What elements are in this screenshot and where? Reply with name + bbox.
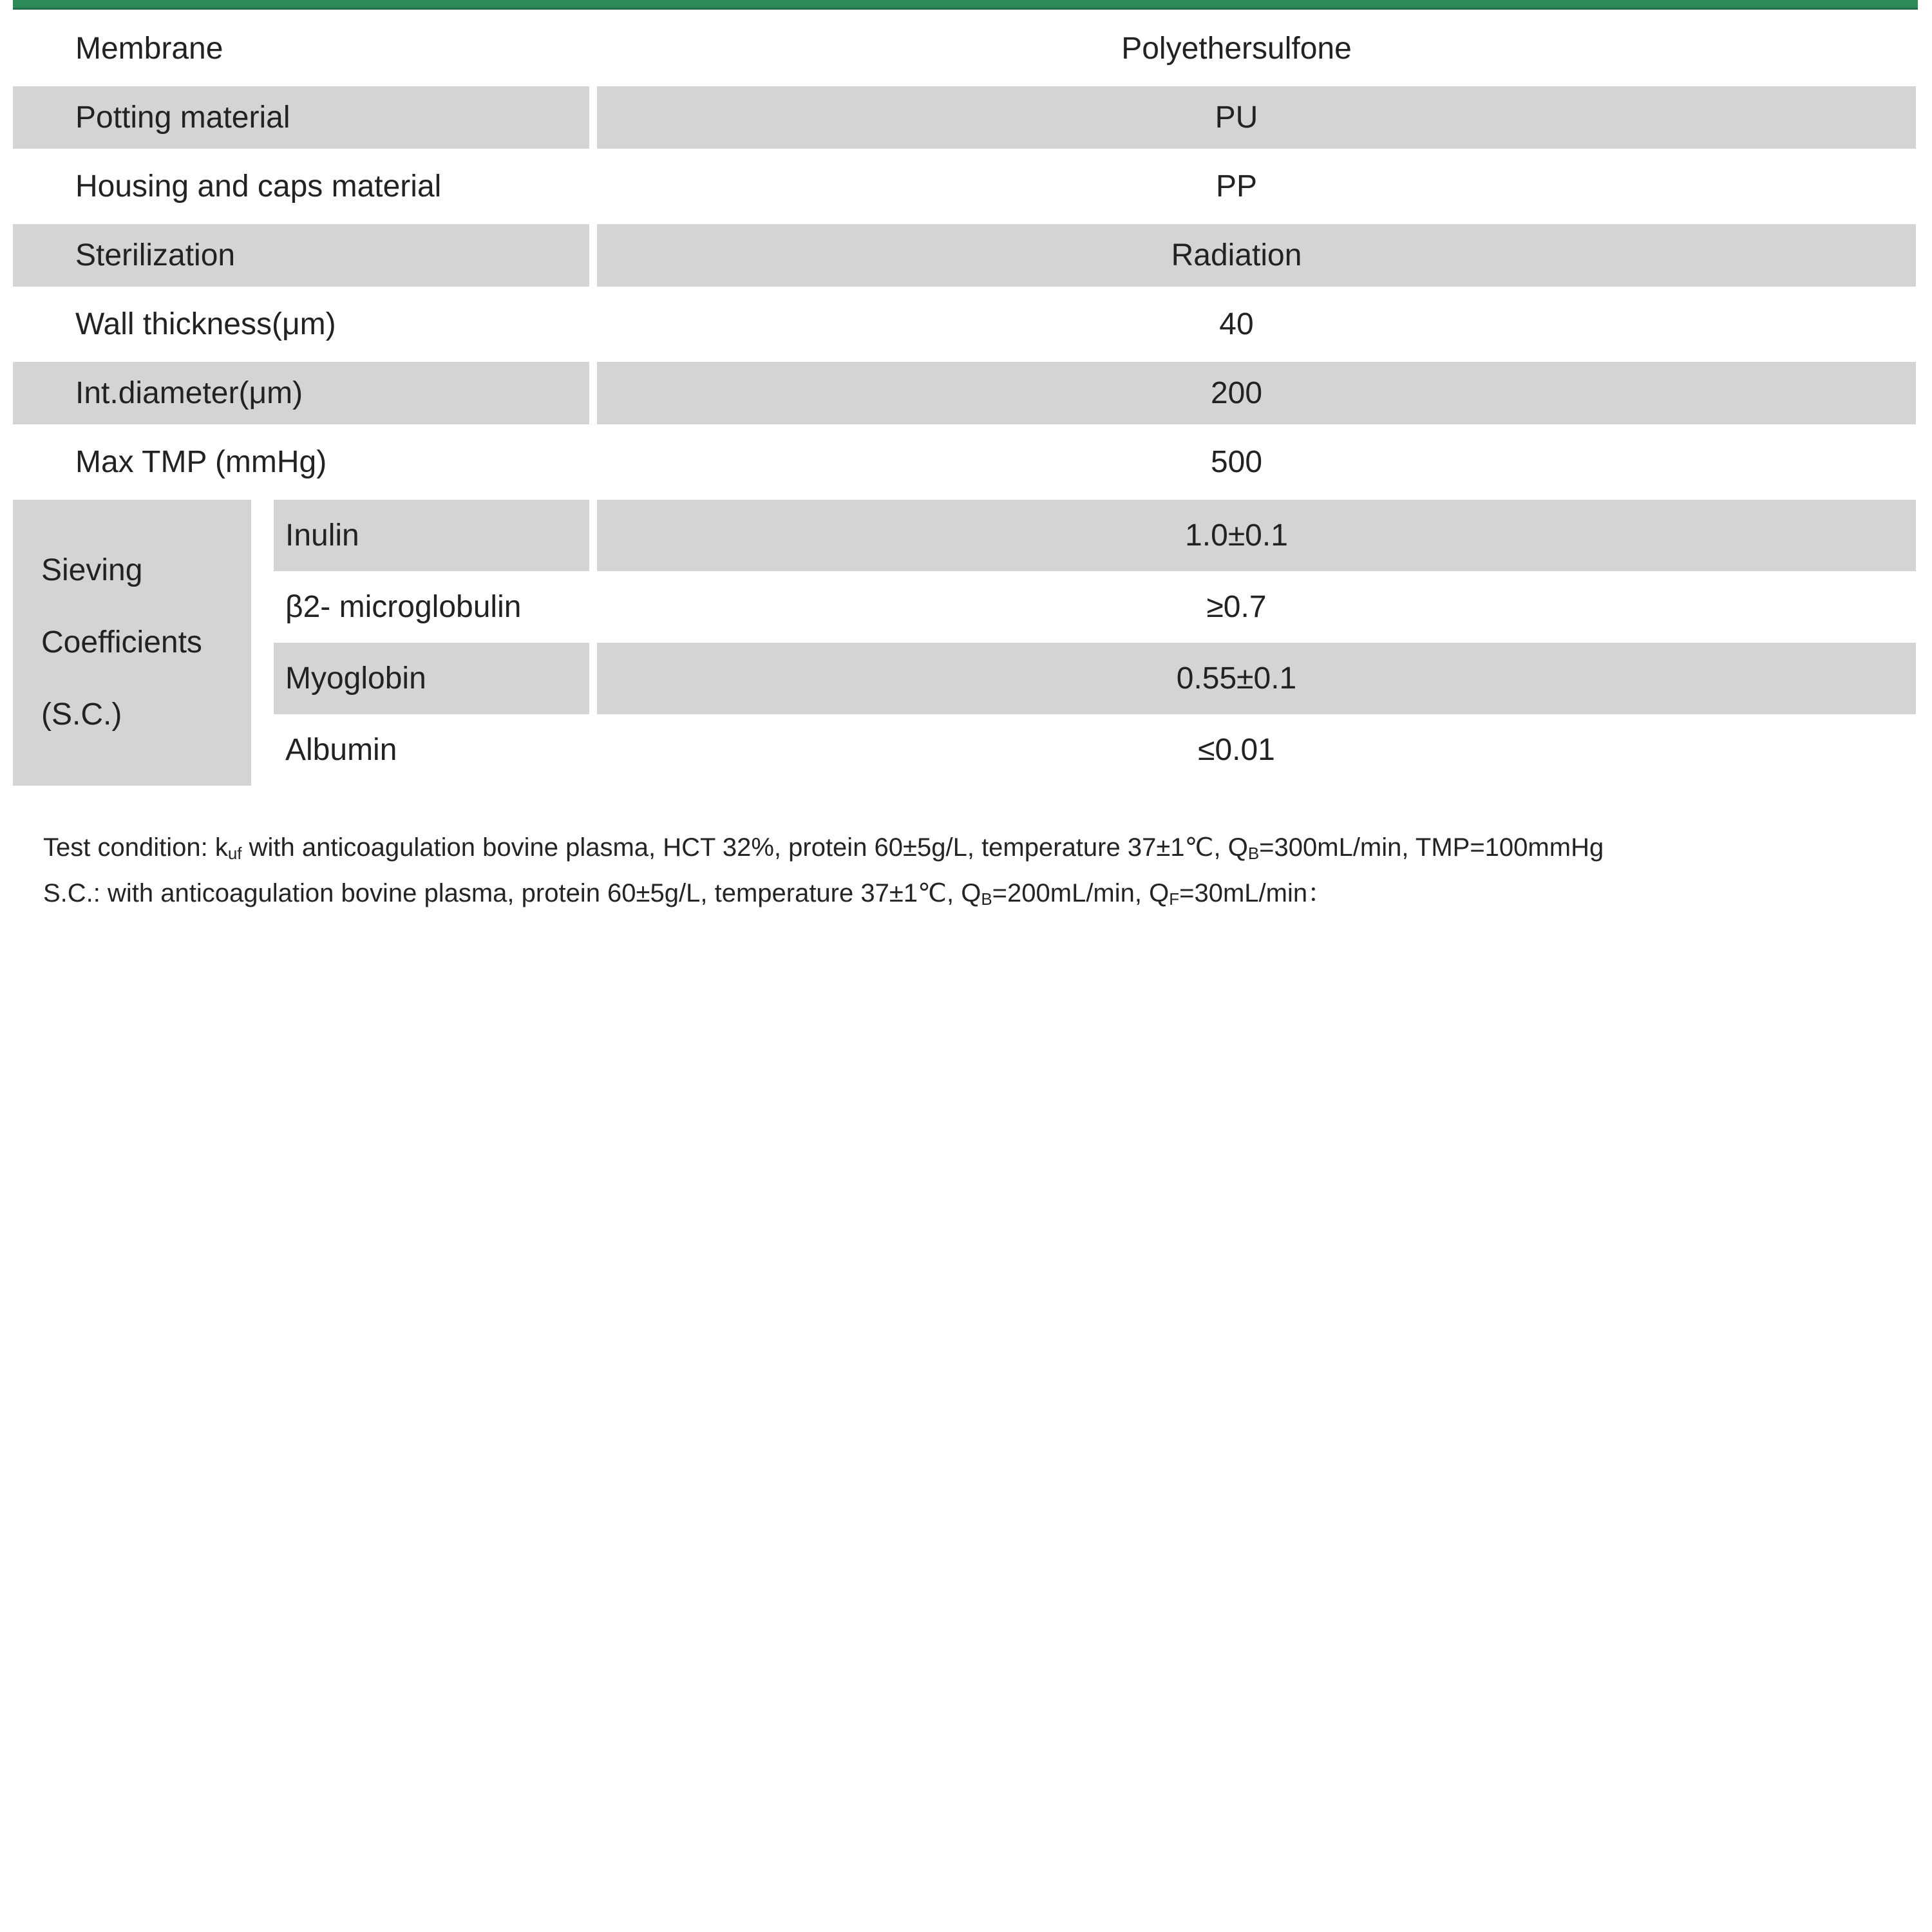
- subscript: B: [981, 889, 992, 909]
- spec-table: [13, 17, 1916, 786]
- sieving-label: Myoglobin: [274, 643, 589, 714]
- spec-value: PU: [597, 86, 1916, 149]
- spec-row-wall-thickness: [13, 293, 1916, 355]
- sieving-value: 0.55±0.1: [597, 643, 1916, 714]
- spec-value: Radiation: [597, 224, 1916, 287]
- spec-label: Sterilization: [13, 224, 589, 287]
- sieving-group-label-line: (S.C.): [41, 697, 122, 732]
- subscript: uf: [227, 843, 242, 863]
- header-accent-bar: [13, 0, 1918, 10]
- sieving-row-albumin: [274, 714, 1916, 786]
- sieving-value: ≥0.7: [597, 571, 1916, 643]
- sieving-value: ≤0.01: [597, 714, 1916, 786]
- test-conditions-note: [43, 826, 1911, 918]
- spec-label: Max TMP (mmHg): [13, 431, 589, 493]
- sieving-label: Albumin: [274, 714, 589, 786]
- spec-label: Wall thickness(μm): [13, 293, 589, 355]
- spec-value: PP: [597, 155, 1916, 218]
- sieving-row-b2-microglobulin: [274, 571, 1916, 643]
- sieving-group-label-line: Sieving: [41, 553, 143, 587]
- sieving-label: β2- microglobulin: [274, 571, 589, 643]
- test-condition-line-1: Test condition: kuf with anticoagulation bovine plasma, HCT 32%, protein 60±5g/L, temperature 37±1℃, QB=300mL/min, TMP=100mmHg: [43, 833, 1604, 863]
- sieving-coefficients-section: [13, 500, 1916, 786]
- subscript: F: [1169, 889, 1180, 909]
- sieving-value: 1.0±0.1: [597, 500, 1916, 571]
- spec-value: 500: [597, 431, 1916, 493]
- subscript: B: [1247, 843, 1260, 863]
- spec-row-housing-caps-material: [13, 155, 1916, 218]
- sieving-group-label-line: Coefficients: [41, 625, 202, 659]
- spec-row-max-tmp: [13, 431, 1916, 493]
- spec-label: Membrane: [13, 17, 589, 80]
- spec-value: 200: [597, 362, 1916, 424]
- sieving-label: Inulin: [274, 500, 589, 571]
- sieving-subrows: [274, 500, 1916, 786]
- spec-row-sterilization: [13, 224, 1916, 287]
- spec-value: 40: [597, 293, 1916, 355]
- sieving-row-myoglobin: [274, 643, 1916, 714]
- spec-row-potting-material: [13, 86, 1916, 149]
- spec-label: Int.diameter(μm): [13, 362, 589, 424]
- sieving-group-cell: [13, 500, 251, 786]
- spec-row-membrane: [13, 17, 1916, 80]
- spec-label: Potting material: [13, 86, 589, 149]
- spec-row-int-diameter: [13, 362, 1916, 424]
- spec-label: Housing and caps material: [13, 155, 589, 218]
- sieving-row-inulin: [274, 500, 1916, 571]
- spec-value: Polyethersulfone: [597, 17, 1916, 80]
- test-condition-line-2: S.C.: with anticoagulation bovine plasma, protein 60±5g/L, temperature 37±1℃, QB=200mL/min, QF=30mL/min：: [43, 879, 1334, 909]
